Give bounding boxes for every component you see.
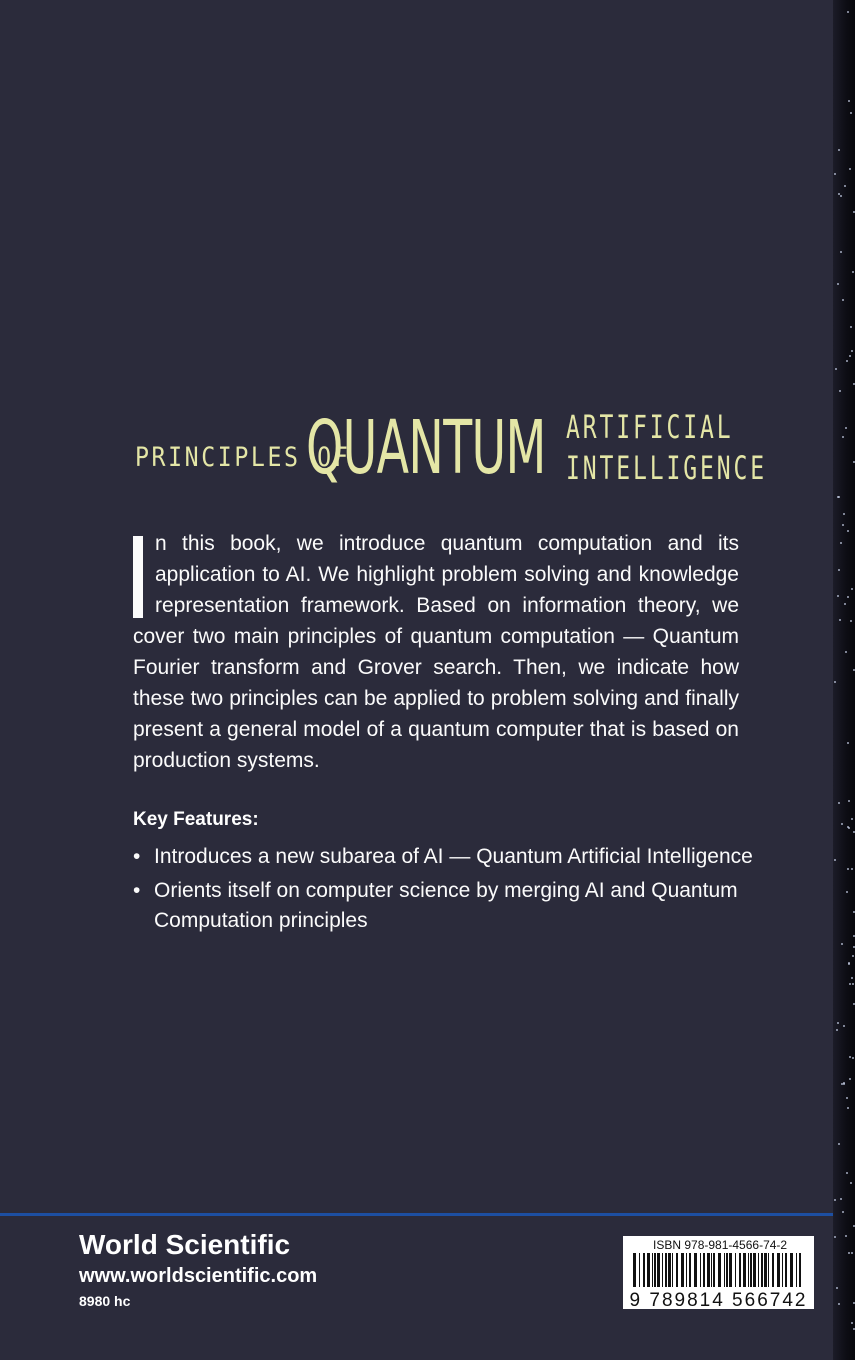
description: [133, 528, 739, 776]
feature-item: • Orients itself on computer science by merging AI and Quantum Computation principles: [133, 876, 753, 936]
book-title: [135, 405, 768, 498]
description-text: n this book, we introduce quantum computation and its application to AI. We highlight problem solving and knowledge representation framework. Based on information theory, we cover two main principles of quantum computation — Quantum Fourier transform and Grover search. Then, we indicate how these two principles can be applied to problem solving and finally present a general model of a quantum computer that is based on production systems.: [133, 532, 739, 772]
feature-item: • Introduces a new subarea of AI — Quantum Artificial Intelligence: [133, 842, 753, 872]
publisher-name: World Scientific: [79, 1229, 291, 1260]
title-principles-of: PRINCIPLES OF: [135, 442, 351, 473]
isbn-label: ISBN 978-981-4566-74-2: [653, 1238, 788, 1252]
title-intelligence: INTELLIGENCE: [566, 449, 768, 487]
divider: [0, 1213, 833, 1216]
publisher-url: www.worldscientific.com: [79, 1265, 318, 1287]
product-code: 8980 hc: [79, 1293, 131, 1309]
title-artificial: ARTIFICIAL: [566, 408, 734, 446]
barcode: [623, 1236, 814, 1309]
features-list: [133, 842, 753, 940]
barcode-digits: 9 789814 566742: [629, 1290, 808, 1311]
drop-cap: [133, 536, 143, 618]
features-heading: Key Features:: [133, 809, 259, 830]
title-quantum: QUANTUM: [306, 405, 546, 491]
barcode-bars: [633, 1253, 804, 1287]
starfield-strip: [833, 0, 855, 1360]
